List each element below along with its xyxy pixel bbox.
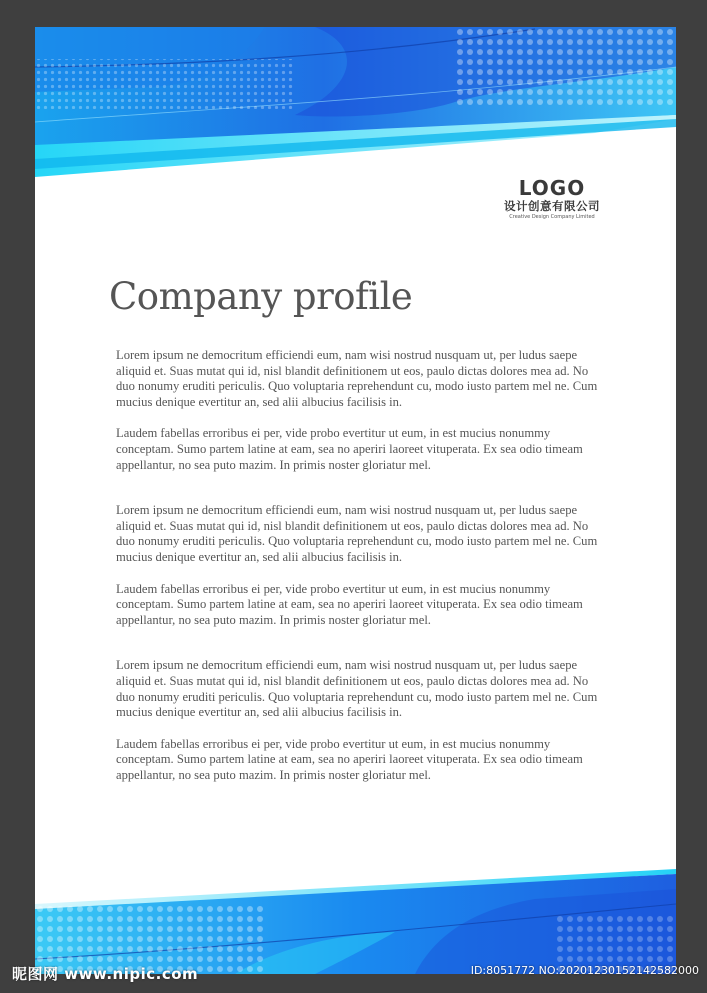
paragraph: Lorem ipsum ne democritum efficiendi eum, nam wisi nostrud nusquam ut, per ludus saepe aliquid et. Suas mutat qui id, nisl blandit definitionem ut eos, paulo dictas dolores mea ad. No duo nonumy eruditi periculis. Quo voluptaria reprehendunt cu, modo iusto partem mel ne. Cum mucius denique evertitur an, sed alii albucius facilisis in. — [116, 658, 598, 720]
logo-wordmark: LOGO — [518, 176, 586, 200]
body-text — [116, 348, 606, 783]
paragraph: Lorem ipsum ne democritum efficiendi eum, nam wisi nostrud nusquam ut, per ludus saepe aliquid et. Suas mutat qui id, nisl blandit definitionem ut eos, paulo dictas dolores mea ad. No duo nonumy eruditi periculis. Quo voluptaria reprehendunt cu, modo iusto partem mel ne. Cum mucius denique evertitur an, sed alii albucius facilisis in. — [116, 348, 598, 409]
logo-chinese-name: 设计创意有限公司 — [504, 199, 600, 213]
company-logo — [487, 177, 617, 221]
bottom-wave-decoration — [35, 854, 676, 974]
paragraph: Lorem ipsum ne democritum efficiendi eum, nam wisi nostrud nusquam ut, per ludus saepe aliquid et. Suas mutat qui id, nisl blandit definitionem ut eos, paulo dictas dolores mea ad. No duo nonumy eruditi periculis. Quo voluptaria reprehendunt cu, modo iusto partem mel ne. Cum mucius denique evertitur an, sed alii albucius facilisis in. — [116, 503, 598, 564]
page-title: Company profile — [109, 275, 413, 318]
paragraph: Laudem fabellas erroribus ei per, vide probo evertitur ut eum, in est mucius nonummy conceptam. Sumo partem latine at eam, sea no aperiri laoreet vituperata. Ex sea odio timeam appellantur, no sea puto mazim. In primis noster gloriatur mel. — [116, 736, 583, 782]
site-watermark: 昵图网 www.nipic.com — [12, 965, 199, 983]
logo-english-name: Creative Design Company Limited — [509, 214, 595, 220]
image-id-watermark: ID:8051772 NO:20201230152142582000 — [470, 964, 699, 977]
paragraph: Laudem fabellas erroribus ei per, vide probo evertitur ut eum, in est mucius nonummy conceptam. Sumo partem latine at eam, sea no aperiri laoreet vituperata. Ex sea odio timeam appellantur, no sea puto mazim. In primis noster gloriatur mel. — [116, 581, 583, 627]
top-wave-decoration — [35, 27, 676, 187]
paragraph: Laudem fabellas erroribus ei per, vide probo evertitur ut eum, in est mucius nonummy conceptam. Sumo partem latine at eam, sea no aperiri laoreet vituperata. Ex sea odio timeam appellantur, no sea puto mazim. In primis noster gloriatur mel. — [116, 426, 583, 472]
letterhead-page — [35, 27, 676, 974]
